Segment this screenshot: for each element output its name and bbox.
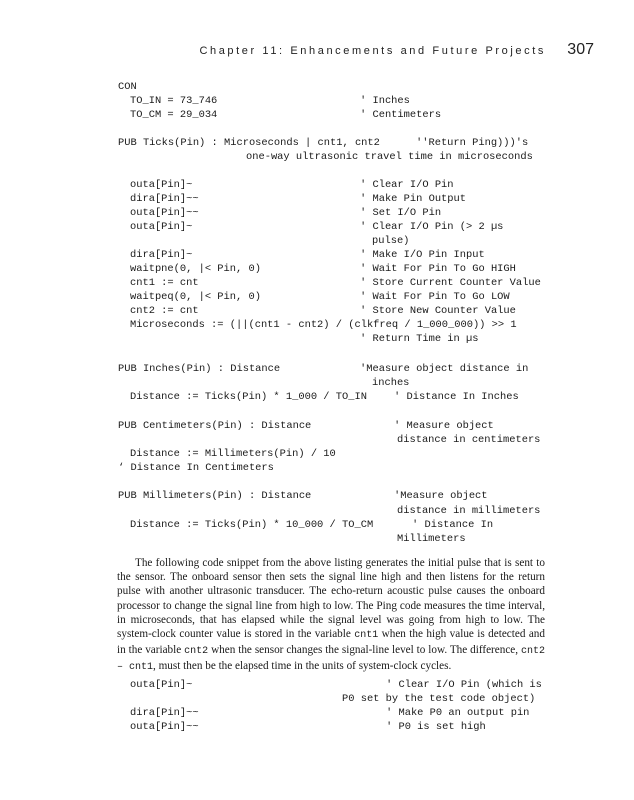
code-comment: ' P0 is set high xyxy=(386,721,486,733)
code-line: TO_CM = 29_034 xyxy=(130,109,218,121)
code-comment: ' Distance In xyxy=(412,519,494,531)
inline-code: cnt2 xyxy=(184,646,209,658)
code-line: waitpne(0, |< Pin, 0) xyxy=(130,263,261,275)
code-line: PUB Ticks(Pin) : Microseconds | cnt1, cnt2 xyxy=(118,137,380,149)
code-line: outa[Pin]~ xyxy=(130,221,193,233)
code-comment: ' Store Current Counter Value xyxy=(360,277,541,289)
code-line: outa[Pin]~~ xyxy=(130,207,199,219)
paragraph-text: The following code snippet from the above listing generates the initial pulse that is sent to the sensor. The onboard sensor then sets the signal line high and then listens for the return pulse with another ultrasonic transducer. The echo-return acoustic pulse causes the onboard processor to change the signal line from high to low. The Ping code measures the time interval, in microseconds, that has elapsed while the signal level was going from high to low. The system-clock counter value is stored in the variable xyxy=(117,557,545,641)
code-comment: ' Wait For Pin To Go HIGH xyxy=(360,263,516,275)
code-line: dira[Pin]~~ xyxy=(130,193,199,205)
code-comment: ''Return Ping)))'s xyxy=(416,137,529,149)
code-line: CON xyxy=(118,81,137,93)
page-number: 307 xyxy=(567,41,594,58)
code-comment: ' Wait For Pin To Go LOW xyxy=(360,291,510,303)
code-line: outa[Pin]~ xyxy=(130,679,193,691)
code-line: TO_IN = 73_746 xyxy=(130,95,218,107)
paragraph-text: when the high value is detected and in the variable xyxy=(117,628,545,657)
code-comment: ' Inches xyxy=(360,95,410,107)
paragraph-text: , must then be the elapsed time in the units of system-clock cycles. xyxy=(153,660,452,673)
code-comment: ' Centimeters xyxy=(360,109,442,121)
code-comment: ' Clear I/O Pin (which is xyxy=(386,679,542,691)
code-comment: ' Measure object xyxy=(394,420,494,432)
code-line: waitpeq(0, |< Pin, 0) xyxy=(130,291,261,303)
page-header xyxy=(0,41,634,63)
code-comment: inches xyxy=(372,377,410,389)
code-line: Distance := Millimeters(Pin) / 10 xyxy=(130,448,336,460)
code-comment: 'Measure object distance in xyxy=(360,363,529,375)
code-line: outa[Pin]~~ xyxy=(130,721,199,733)
code-comment: P0 set by the test code object) xyxy=(342,693,536,705)
code-comment: ' Make I/O Pin Input xyxy=(360,249,485,261)
code-comment: 'Measure object xyxy=(394,490,488,502)
code-comment: ' Store New Counter Value xyxy=(360,305,516,317)
code-comment: ' Set I/O Pin xyxy=(360,207,442,219)
code-comment: ' Make P0 an output pin xyxy=(386,707,530,719)
code-line: PUB Inches(Pin) : Distance xyxy=(118,363,281,375)
code-line: dira[Pin]~~ xyxy=(130,707,199,719)
body-paragraph xyxy=(117,556,545,676)
paragraph-text: when the sensor changes the signal-line level to low. The difference, xyxy=(208,644,521,657)
code-line: dira[Pin]~ xyxy=(130,249,193,261)
code-comment: ‘ Distance In Centimeters xyxy=(118,462,274,474)
code-comment: ' Make Pin Output xyxy=(360,193,467,205)
code-line: cnt1 := cnt xyxy=(130,277,199,289)
code-comment: ' Return Time in µs xyxy=(360,333,479,345)
inline-code: cnt2 – cnt1 xyxy=(117,646,545,674)
chapter-title: Chapter 11: Enhancements and Future Projects xyxy=(199,45,546,57)
code-comment: ' Clear I/O Pin xyxy=(360,179,454,191)
code-line: cnt2 := cnt xyxy=(130,305,199,317)
code-comment: Millimeters xyxy=(397,533,466,545)
code-line: PUB Centimeters(Pin) : Distance xyxy=(118,420,312,432)
code-comment: ' Clear I/O Pin (> 2 µs xyxy=(360,221,504,233)
code-line: Distance := Ticks(Pin) * 1_000 / TO_IN xyxy=(130,391,367,403)
code-comment: ' Distance In Inches xyxy=(394,391,519,403)
code-comment: distance in centimeters xyxy=(397,434,541,446)
inline-code: cnt1 xyxy=(354,630,379,642)
code-line: PUB Millimeters(Pin) : Distance xyxy=(118,490,312,502)
code-comment: distance in millimeters xyxy=(397,505,541,517)
code-line: Distance := Ticks(Pin) * 10_000 / TO_CM xyxy=(130,519,374,531)
code-line: Microseconds := (||(cnt1 - cnt2) / (clkfreq / 1_000_000)) >> 1 xyxy=(130,319,517,331)
code-comment: pulse) xyxy=(372,235,410,247)
code-comment: one-way ultrasonic travel time in microseconds xyxy=(246,151,533,163)
code-line: outa[Pin]~ xyxy=(130,179,193,191)
